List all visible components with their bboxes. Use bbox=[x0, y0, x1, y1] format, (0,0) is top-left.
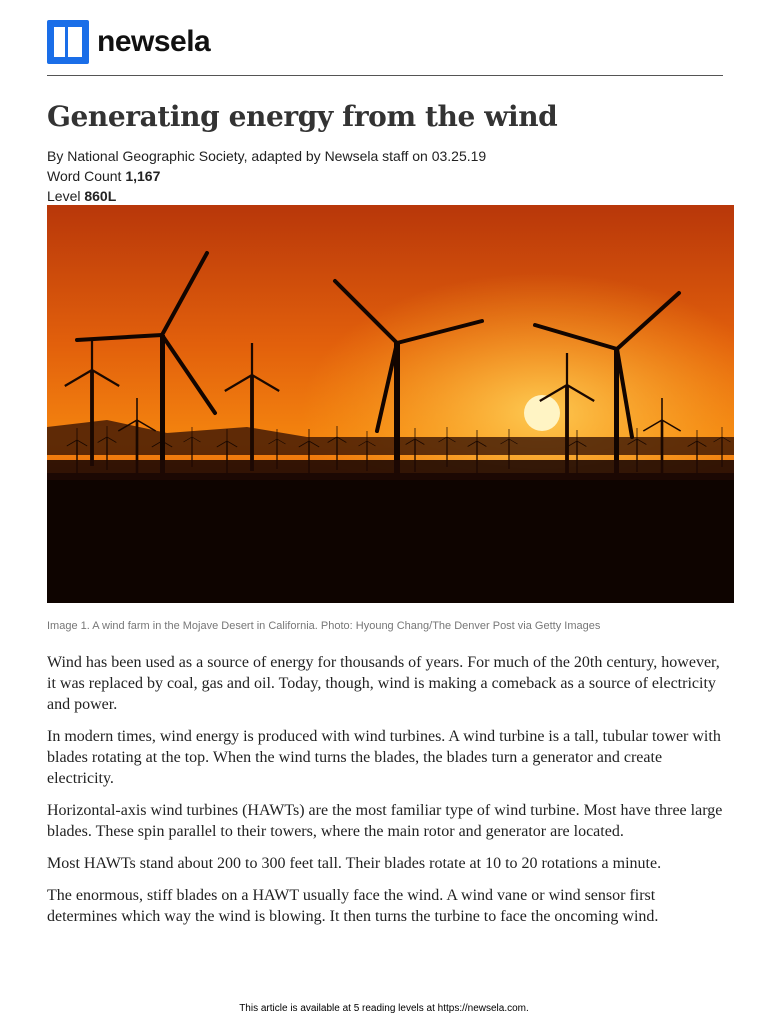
reading-level bbox=[47, 186, 486, 206]
paragraph: Wind has been used as a source of energy for thousands of years. For much of the 20th century, however, it was replaced by coal, gas and oil. Today, though, wind is making a comeback as a source of electricity and power. bbox=[47, 654, 720, 713]
newsela-logo-icon[interactable] bbox=[47, 20, 89, 64]
brand-name[interactable]: newsela bbox=[97, 25, 211, 58]
byline: By National Geographic Society, adapted by Newsela staff on 03.25.19 bbox=[47, 148, 487, 164]
word-count-label: Word Count bbox=[47, 168, 122, 184]
image-caption: Image 1. A wind farm in the Mojave Desert in California. Photo: Hyoung Chang/The Denver Post via Getty Images bbox=[47, 620, 601, 632]
footer-note: This article is available at 5 reading levels at https://newsela.com. bbox=[239, 1003, 529, 1014]
site-header bbox=[47, 20, 210, 64]
paragraph: Most HAWTs stand about 200 to 300 feet tall. Their blades rotate at 10 to 20 rotations a minute. bbox=[47, 855, 662, 872]
word-count bbox=[47, 166, 486, 186]
word-count-value: 1,167 bbox=[125, 168, 161, 184]
level-label: Level bbox=[47, 188, 81, 204]
paragraph: The enormous, stiff blades on a HAWT usually face the wind. A wind vane or wind sensor first determines which way the wind is blowing. It then turns the turbine to face the oncoming wind. bbox=[47, 887, 659, 925]
level-value: 860L bbox=[84, 188, 117, 204]
paragraph: In modern times, wind energy is produced with wind turbines. A wind turbine is a tall, tubular tower with blades rotating at the top. When the wind turns the blades, the blades turn a generator and create electricity. bbox=[47, 728, 721, 787]
header-divider bbox=[47, 75, 723, 76]
paragraph: Horizontal-axis wind turbines (HAWTs) are the most familiar type of wind turbine. Most have three large blades. These spin parallel to their towers, where the main rotor and generator are located. bbox=[47, 802, 723, 840]
article-title: Generating energy from the wind bbox=[47, 100, 558, 133]
article-meta bbox=[47, 146, 486, 206]
article-body bbox=[47, 652, 727, 938]
wind-farm-sunset-photo bbox=[47, 205, 734, 603]
